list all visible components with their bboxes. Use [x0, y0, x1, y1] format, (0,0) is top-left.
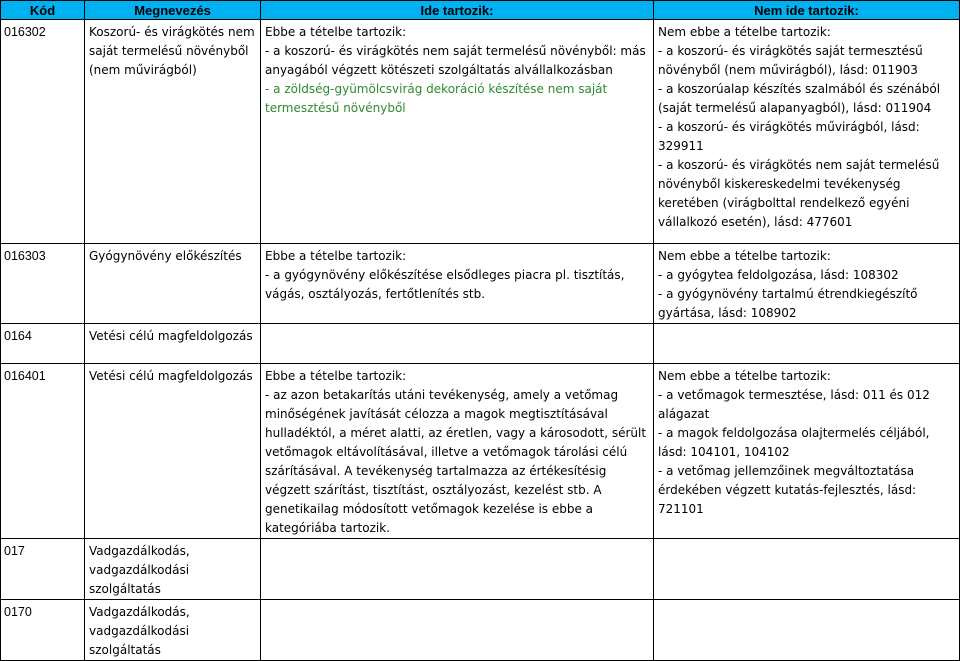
- row-code: 0170: [1, 600, 85, 661]
- includes-heading: Ebbe a tételbe tartozik:: [265, 369, 407, 383]
- excludes-heading: Nem ebbe a tételbe tartozik:: [658, 25, 831, 39]
- row-excludes: [654, 324, 960, 364]
- row-excludes: [654, 600, 960, 661]
- row-includes: [261, 20, 654, 244]
- row-includes: [261, 600, 654, 661]
- excludes-heading: Nem ebbe a tételbe tartozik:: [658, 249, 831, 263]
- row-code: 016401: [1, 364, 85, 539]
- table-row: [1, 324, 960, 364]
- row-excludes: [654, 364, 960, 539]
- row-name: Vetési célú magfeldolgozás: [85, 324, 261, 364]
- includes-heading: Ebbe a tételbe tartozik:: [265, 25, 407, 39]
- excludes-item: - a vetőmagok termesztése, lásd: 011 és 012 alágazat: [658, 388, 930, 421]
- row-name: Vadgazdálkodás, vadgazdálkodási szolgáltatás: [85, 539, 261, 600]
- row-code: 016303: [1, 244, 85, 324]
- excludes-item: - a koszorúalap készítés szalmából és szénából (saját termelésű alapanyagból), lásd: 011904: [658, 82, 941, 115]
- includes-item-highlight: - a zöldség-gyümölcsvirág dekoráció készítése nem saját termesztésű növényből: [265, 82, 608, 115]
- row-name: Koszorú- és virágkötés nem saját termelésű növényből (nem művirágból): [85, 20, 261, 244]
- table-row: [1, 244, 960, 324]
- excludes-item: - a gyógynövény tartalmú étrendkiegészítő gyártása, lásd: 108902: [658, 287, 918, 320]
- header-row: [1, 1, 960, 20]
- table-row: [1, 539, 960, 600]
- row-includes: [261, 539, 654, 600]
- table-row: [1, 20, 960, 244]
- row-name: Vadgazdálkodás, vadgazdálkodási szolgáltatás: [85, 600, 261, 661]
- table-row: [1, 600, 960, 661]
- excludes-item: - a magok feldolgozása olajtermelés céljából, lásd: 104101, 104102: [658, 426, 930, 459]
- excludes-item: - a gyógytea feldolgozása, lásd: 108302: [658, 268, 899, 282]
- row-code: 0164: [1, 324, 85, 364]
- row-excludes: [654, 20, 960, 244]
- includes-item: - a gyógynövény előkészítése elsődleges piacra pl. tisztítás, vágás, osztályozás, fertőtlenítés stb.: [265, 268, 625, 301]
- header-ide-tartozik: Ide tartozik:: [261, 1, 654, 20]
- row-excludes: [654, 244, 960, 324]
- includes-item: - az azon betakarítás utáni tevékenység, amely a vetőmag minőségének javítását célozza a magok megtisztításával hulladéktól, a méret alatti, az éretlen, vagy a károsodott, sérült vetőmagok eltávolításával, illetve a vetőmagok tárolási célú szárításával. A tevékenység tartalmazza az értékesítésig végzett szárítást, tisztítást, osztályozást, kezelést stb. A genetikailag módosított vetőmagok kezelése is ebbe a kategóriába tartozik.: [265, 388, 647, 535]
- excludes-item: - a vetőmag jellemzőinek megváltoztatása érdekében végzett kutatás-fejlesztés, lásd: 721101: [658, 464, 917, 516]
- row-includes: [261, 364, 654, 539]
- header-nem-ide-tartozik: Nem ide tartozik:: [654, 1, 960, 20]
- row-code: 017: [1, 539, 85, 600]
- row-code: 016302: [1, 20, 85, 244]
- includes-item: - a koszorú- és virágkötés nem saját termelésű növényből: más anyagából végzett kötészeti szolgáltatás alvállalkozásban: [265, 44, 646, 77]
- excludes-item: - a koszorú- és virágkötés nem saját termelésű növényből kiskereskedelmi tevékenység keretében (virágbolttal rendelkező egyéni vállalkozó esetén), lásd: 477601: [658, 158, 940, 229]
- header-megnevezes: Megnevezés: [85, 1, 261, 20]
- row-name: Vetési célú magfeldolgozás: [85, 364, 261, 539]
- row-includes: [261, 244, 654, 324]
- header-kod: Kód: [1, 1, 85, 20]
- includes-heading: Ebbe a tételbe tartozik:: [265, 249, 407, 263]
- table-row: [1, 364, 960, 539]
- excludes-item: - a koszorú- és virágkötés művirágból, lásd: 329911: [658, 120, 920, 153]
- excludes-item: - a koszorú- és virágkötés saját termesztésű növényből (nem művirágból), lásd: 011903: [658, 44, 923, 77]
- row-name: Gyógynövény előkészítés: [85, 244, 261, 324]
- excludes-heading: Nem ebbe a tételbe tartozik:: [658, 369, 831, 383]
- row-includes: [261, 324, 654, 364]
- row-excludes: [654, 539, 960, 600]
